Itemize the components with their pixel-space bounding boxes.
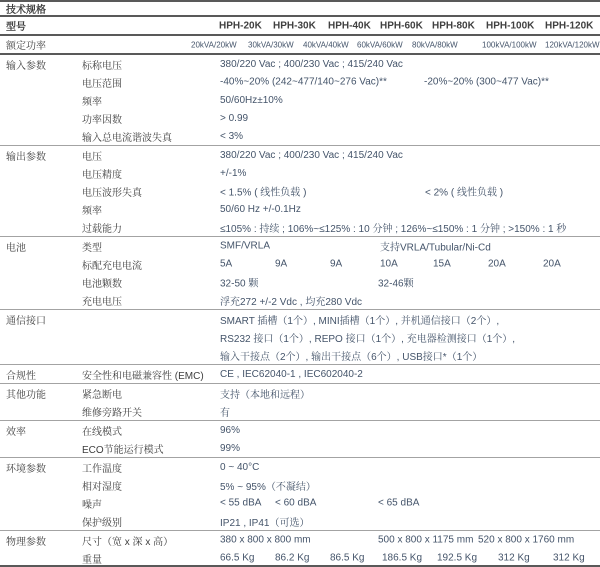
param-value: < 65 dBA (378, 497, 420, 509)
param-label: 维修旁路开关 (82, 407, 142, 419)
param-value: < 55 dBA (220, 497, 262, 509)
param-value: IP21 , IP41（可选） (220, 517, 310, 529)
table-row (0, 458, 600, 476)
param-value: < 2% ( 线性负载 ) (425, 187, 504, 199)
section-comm (0, 309, 600, 364)
rated-power-row (0, 36, 600, 55)
model-name: HPH-120K (545, 20, 594, 31)
param-value: 32-46颗 (378, 278, 414, 290)
param-value: 支持（本地和远程） (220, 389, 310, 401)
param-value: 192.5 Kg (437, 552, 478, 564)
param-value: 99% (220, 442, 241, 454)
param-value: 9A (275, 258, 288, 270)
section-input (0, 55, 600, 145)
param-value: 5% ~ 95%（不凝结） (220, 481, 316, 493)
section-label: 输出参数 (6, 151, 46, 163)
table-row (0, 531, 600, 549)
param-value: 520 x 800 x 1760 mm (478, 534, 575, 546)
table-row (0, 237, 600, 255)
param-value: 20A (543, 258, 561, 270)
section-output (0, 145, 600, 236)
table-row (0, 291, 600, 309)
param-value: CE , IEC62040-1 , IEC602040-2 (220, 368, 363, 380)
param-value: 20A (488, 258, 506, 270)
param-label: 尺寸（宽 x 深 x 高） (82, 536, 174, 548)
model-name: HPH-20K (219, 20, 262, 31)
section-label: 物理参数 (6, 536, 46, 548)
param-label: 保护级别 (82, 517, 122, 529)
table-row (0, 365, 600, 383)
table-row (0, 494, 600, 512)
table-row (0, 384, 600, 402)
param-label: 噪声 (82, 499, 102, 511)
section-compliance (0, 364, 600, 383)
table-row (0, 255, 600, 273)
rated-power-label: 额定功率 (6, 41, 46, 52)
param-value: 50/60Hz±10% (220, 94, 283, 106)
param-label: 类型 (82, 242, 102, 254)
table-row (0, 146, 600, 164)
param-label: 电压 (82, 151, 102, 163)
param-label: 紧急断电 (82, 389, 122, 401)
section-label: 其他功能 (6, 389, 46, 401)
param-value: 支持VRLA/Tubular/Ni-Cd (380, 242, 491, 254)
param-value: SMART 插槽（1个）, MINI插槽（1个）, 并机通信接口（2个）, (220, 315, 500, 327)
param-label: 工作温度 (82, 463, 122, 475)
param-value: -20%~20% (300~477 Vac)** (424, 76, 549, 88)
table-row (0, 182, 600, 200)
param-value: 0 ~ 40°C (220, 461, 260, 473)
param-value: 9A (330, 258, 343, 270)
table-row (0, 328, 600, 346)
table-row (0, 127, 600, 145)
param-value: 50/60 Hz +/-0.1Hz (220, 203, 301, 215)
param-value: < 1.5% ( 线性负载 ) (220, 187, 307, 199)
table-row (0, 476, 600, 494)
section-other (0, 383, 600, 420)
param-value: 15A (433, 258, 451, 270)
section-battery (0, 236, 600, 309)
rated-power-value: 100kVA/100kW (482, 40, 537, 49)
param-label: 频率 (82, 96, 102, 108)
model-name: HPH-80K (432, 20, 475, 31)
rated-power-value: 80kVA/80kW (412, 40, 458, 49)
section-environment (0, 457, 600, 530)
param-label: 输入总电流谐波失真 (82, 132, 172, 144)
model-name: HPH-30K (273, 20, 316, 31)
param-label: 电压波形失真 (82, 187, 142, 199)
param-value: RS232 接口（1个）, REPO 接口（1个）, 充电器检测接口（1个）, (220, 333, 516, 345)
model-header-row (0, 17, 600, 36)
section-label: 电池 (6, 242, 26, 254)
param-value: < 60 dBA (275, 497, 317, 509)
param-label: 相对湿度 (82, 481, 122, 493)
rated-power-value: 30kVA/30kW (248, 40, 294, 49)
param-value: 500 x 800 x 1175 mm (378, 534, 474, 546)
model-name: HPH-40K (328, 20, 371, 31)
param-label: 标配充电电流 (82, 260, 142, 272)
param-value: 380 x 800 x 800 mm (220, 534, 311, 546)
param-value: 312 Kg (553, 552, 585, 564)
param-label: 电压范围 (82, 78, 122, 90)
param-value: 86.5 Kg (330, 552, 365, 564)
param-label: ECO节能运行模式 (82, 444, 164, 456)
page-title: 技术规格 (6, 5, 46, 16)
section-efficiency (0, 420, 600, 457)
param-value: 86.2 Kg (275, 552, 310, 564)
param-value: 5A (220, 258, 233, 270)
param-value: 186.5 Kg (382, 552, 423, 564)
param-value: 96% (220, 424, 241, 436)
param-value: 输入干接点（2个）, 输出干接点（6个）, USB接口*（1个） (220, 351, 483, 363)
table-row (0, 91, 600, 109)
param-value: SMF/VRLA (220, 240, 271, 252)
param-label: 电池颗数 (82, 278, 122, 290)
rated-power-value: 40kVA/40kW (303, 40, 349, 49)
param-value: 10A (380, 258, 398, 270)
section-physical (0, 530, 600, 567)
rated-power-value: 20kVA/20kW (191, 40, 237, 49)
param-label: 过载能力 (82, 223, 122, 235)
table-row (0, 218, 600, 236)
param-label: 功率因数 (82, 114, 122, 126)
section-label: 效率 (6, 426, 26, 438)
section-label: 通信接口 (6, 315, 46, 327)
rated-power-value: 60kVA/60kW (357, 40, 403, 49)
model-name: HPH-100K (486, 20, 535, 31)
rated-power-value: 120kVA/120kW (545, 40, 600, 49)
param-label: 充电电压 (82, 296, 122, 308)
param-label: 安全性和电磁兼容性 (EMC) (82, 370, 204, 382)
param-value: < 3% (220, 130, 244, 142)
param-value: 32-50 颗 (220, 278, 259, 290)
param-value: -40%~20% (242~477/140~276 Vac)** (220, 76, 387, 88)
section-label: 环境参数 (6, 463, 46, 475)
table-row (0, 164, 600, 182)
table-row (0, 310, 600, 328)
table-row (0, 73, 600, 91)
table-row (0, 273, 600, 291)
table-row (0, 421, 600, 439)
section-label: 合规性 (6, 370, 36, 382)
model-name: HPH-60K (380, 20, 423, 31)
table-row (0, 402, 600, 420)
param-value: +/-1% (220, 167, 247, 179)
table-row (0, 346, 600, 364)
param-label: 频率 (82, 205, 102, 217)
param-value: 380/220 Vac ; 400/230 Vac ; 415/240 Vac (220, 58, 403, 70)
table-row (0, 109, 600, 127)
param-value: 有 (220, 407, 230, 419)
table-title-row (0, 2, 600, 17)
param-value: 浮充272 +/-2 Vdc , 均充280 Vdc (220, 296, 363, 308)
param-label: 在线模式 (82, 426, 122, 438)
table-row (0, 55, 600, 73)
table-row (0, 439, 600, 457)
param-value: 312 Kg (498, 552, 530, 564)
param-value: 380/220 Vac ; 400/230 Vac ; 415/240 Vac (220, 149, 403, 161)
param-label: 电压精度 (82, 169, 122, 181)
table-row (0, 512, 600, 530)
param-label: 重量 (82, 554, 102, 566)
param-value: 66.5 Kg (220, 552, 255, 564)
param-value: > 0.99 (220, 112, 249, 124)
section-label: 输入参数 (6, 60, 46, 72)
model-row-label: 型号 (6, 22, 26, 33)
param-value: ≤105% : 持续 ; 106%~≤125% : 10 分钟 ; 126%~≤150% : 1 分钟 ; >150% : 1 秒 (220, 223, 567, 235)
param-label: 标称电压 (82, 60, 122, 72)
table-row (0, 549, 600, 567)
table-row (0, 200, 600, 218)
